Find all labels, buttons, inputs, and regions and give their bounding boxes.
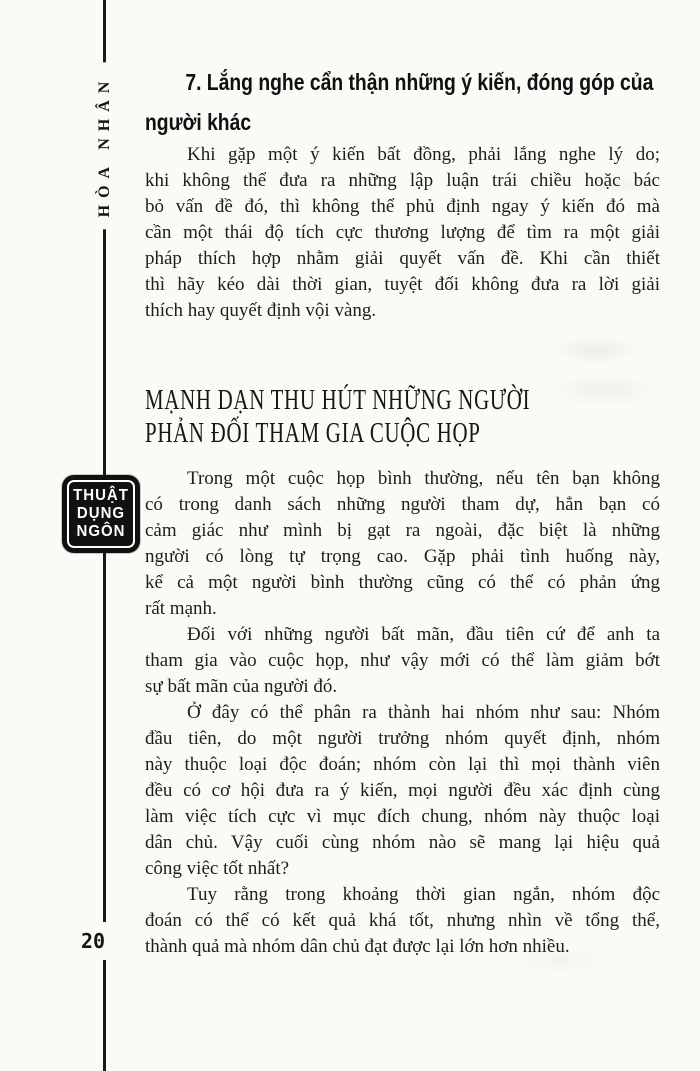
text-line: cần một thái độ tích cực thương lượng để tìm ra một giải bbox=[145, 222, 660, 243]
author-vertical-label: HÒA NHÂN bbox=[96, 63, 114, 230]
text-column bbox=[145, 62, 660, 960]
subsection-heading bbox=[145, 62, 660, 142]
text-line: 7. Lắng nghe cẩn thận những ý kiến, đóng góp của bbox=[185, 69, 654, 95]
text-line: kể cả một người bình thường cũng có thể có phản ứng bbox=[145, 572, 660, 593]
text-line: Ở đây có thể phân ra thành hai nhóm như sau: Nhóm bbox=[187, 702, 660, 723]
text-line: cảm giác như mình bị gạt ra ngoài, đặc biệt là những bbox=[145, 520, 660, 541]
text-line: Đối với những người bất mãn, đầu tiên cứ để anh ta bbox=[187, 624, 660, 645]
paragraph bbox=[145, 700, 660, 882]
text-line: pháp thích hợp nhằm giải quyết vấn đề. Khi cần thiết bbox=[145, 248, 660, 269]
text-line: đều có cơ hội đưa ra ý kiến, mọi người đều xác định cùng bbox=[145, 780, 660, 801]
text-line: thành quả mà nhóm dân chủ đạt được lại lớn hơn nhiều. bbox=[145, 936, 570, 957]
text-line: rất mạnh. bbox=[145, 598, 217, 619]
text-line: tham gia vào cuộc họp, như vậy mới có thể làm giảm bớt bbox=[145, 650, 660, 671]
paragraph bbox=[145, 882, 660, 960]
section-title bbox=[145, 384, 660, 450]
text-line: đoán có thể có kết quả khá tốt, nhưng nhìn về tổng thể, bbox=[145, 910, 660, 931]
text-line: này thuộc loại độc đoán; nhóm còn lại thì mọi thành viên bbox=[145, 754, 660, 775]
text-line: dân chủ. Vậy cuối cùng nhóm nào sẽ mang lại hiệu quả bbox=[145, 832, 660, 853]
text-line: Khi gặp một ý kiến bất đồng, phải lắng nghe lý do; bbox=[187, 144, 660, 165]
page-number: 20 bbox=[77, 922, 109, 960]
series-stamp bbox=[62, 475, 140, 553]
paragraph bbox=[145, 466, 660, 622]
paragraph bbox=[145, 622, 660, 700]
text-line: Trong một cuộc họp bình thường, nếu tên bạn không bbox=[187, 468, 660, 489]
text-line: có trong danh sách những người tham dự, hẳn bạn có bbox=[145, 494, 660, 515]
text-line: khi không thể đưa ra những lập luận trái chiều hoặc bác bbox=[145, 170, 660, 191]
stamp-word-2: DỤNG bbox=[76, 504, 126, 523]
text-line: thì hãy kéo dài thời gian, tuyệt đối không đưa ra lời giải bbox=[145, 274, 660, 295]
series-stamp-frame bbox=[67, 480, 135, 548]
text-line: thích hay quyết định vội vàng. bbox=[145, 300, 377, 321]
text-line: Tuy rằng trong khoảng thời gian ngắn, nhóm độc bbox=[187, 884, 660, 905]
text-line: công việc tốt nhất? bbox=[145, 858, 290, 879]
text-line: sự bất mãn của người đó. bbox=[145, 676, 338, 697]
text-line: người có lòng tự trọng cao. Gặp phải tình huống này, bbox=[145, 546, 660, 567]
text-line: MẠNH DẠN THU HÚT NHỮNG NGƯỜI bbox=[145, 384, 531, 416]
text-line: PHẢN ĐỐI THAM GIA CUỘC HỌP bbox=[145, 417, 481, 449]
text-line: làm việc tích cực vì mục đích chung, nhóm này thuộc loại bbox=[145, 806, 660, 827]
text-line: đầu tiên, do một người trưởng nhóm quyết định, nhóm bbox=[145, 728, 660, 749]
text-line: người khác bbox=[145, 109, 252, 135]
stamp-word-3: NGÔN bbox=[76, 522, 126, 541]
paragraph bbox=[145, 142, 660, 324]
stamp-word-1: THUẬT bbox=[73, 486, 129, 505]
text-line: bỏ vấn đề đó, thì không thể phủ định ngay ý kiến đó mà bbox=[145, 196, 660, 217]
